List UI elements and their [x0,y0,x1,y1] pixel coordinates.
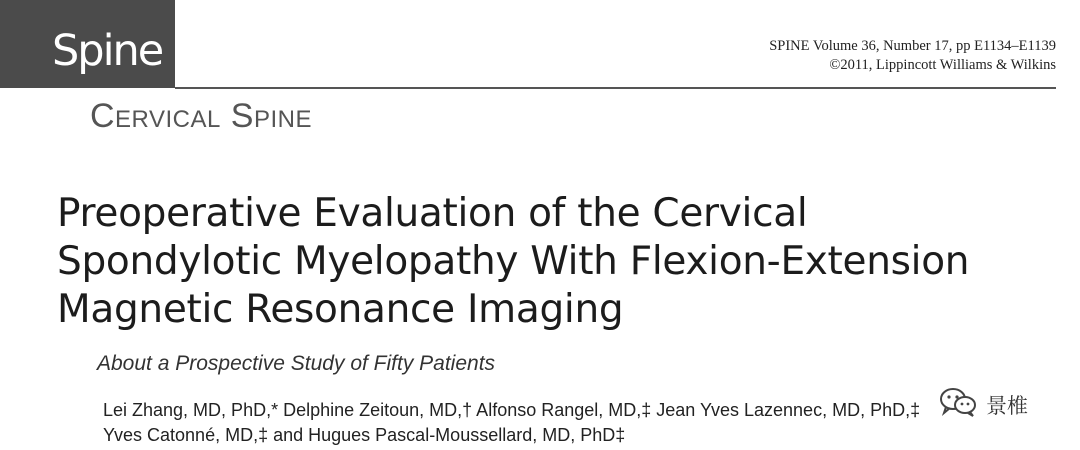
article-title [57,190,969,334]
author-line: Yves Catonné, MD,‡ and Hugues Pascal-Moussellard, MD, PhD‡ [103,425,626,445]
wechat-icon [938,386,978,423]
watermark [938,386,1028,423]
citation-line: SPINE Volume 36, Number 17, pp E1134–E1139 [769,38,1056,54]
author-list [103,398,920,448]
journal-info [769,37,1056,75]
journal-logo-box [0,0,175,88]
title-line: Preoperative Evaluation of the Cervical [57,191,808,236]
copyright-line: ©2011, Lippincott Williams & Wilkins [829,57,1056,73]
article-subtitle: About a Prospective Study of Fifty Patients [97,352,496,375]
header-rule [175,87,1056,89]
watermark-text: 景椎 [986,393,1028,418]
title-line: Spondylotic Myelopathy With Flexion-Extension [57,239,970,284]
journal-logo: Spine [52,26,163,76]
section-label: Cervical Spine [90,97,312,135]
title-line: Magnetic Resonance Imaging [57,287,624,332]
author-line: Lei Zhang, MD, PhD,* Delphine Zeitoun, MD,† Alfonso Rangel, MD,‡ Jean Yves Lazennec, MD, PhD,‡ [103,400,921,420]
